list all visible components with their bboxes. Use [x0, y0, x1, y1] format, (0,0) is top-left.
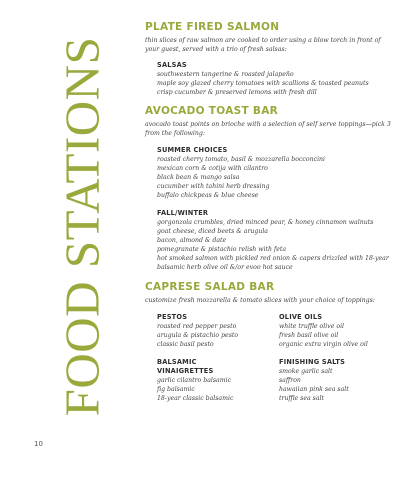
menu-item: garlic cilantro balsamic — [157, 377, 232, 384]
menu-item: bacon, almond & date — [157, 237, 227, 244]
menu-item: white truffle olive oil — [279, 323, 345, 330]
group-olive-oils — [279, 313, 389, 349]
menu-item: buffalo chickpeas & blue cheese — [157, 192, 259, 199]
caprese-row-2 — [157, 358, 395, 403]
menu-item: classic basil pesto — [157, 341, 214, 348]
menu-item: maple soy glazed cherry tomatoes with scallions & toasted peanuts — [157, 80, 369, 87]
section-description-caprese: customize fresh mozzarella & tomato slices with your choice of toppings: — [145, 297, 375, 304]
menu-item: 18-year classic balsamic — [157, 395, 234, 402]
menu-item: southwestern tangerine & roasted jalapeño — [157, 71, 294, 78]
menu-item: pomegranate & pistachio relish with feta — [157, 246, 287, 253]
group-summer — [157, 146, 395, 200]
group-pestos — [157, 313, 267, 349]
section-description-avocado: avocado toast points on brioche with a selection of self serve toppings—pick 3 from the following: — [145, 121, 391, 137]
section-caprese — [145, 280, 395, 403]
group-title-salsas: SALSAS — [157, 61, 187, 69]
section-description-salmon: thin slices of raw salmon are cooked to order using a blow torch in front of your guest, served with a trio of fresh salsas: — [145, 37, 381, 53]
section-avocado — [145, 104, 395, 272]
menu-item: fresh basil olive oil — [279, 332, 339, 339]
section-title-caprese: CAPRESE SALAD BAR — [145, 281, 275, 293]
menu-item: truffle sea salt — [279, 395, 324, 402]
group-fall-winter — [157, 209, 395, 272]
group-title-balsamic: BALSAMIC — [157, 358, 197, 366]
menu-item: roasted cherry tomato, basil & mozzarella bocconcini — [157, 156, 326, 163]
caprese-options — [157, 313, 395, 403]
menu-content — [145, 20, 395, 403]
group-title-fall-winter: FALL/WINTER — [157, 209, 209, 217]
group-salsas — [157, 61, 395, 97]
menu-item: goat cheese, diced beets & arugula — [157, 228, 269, 235]
menu-item: cucumber with tahini herb dressing — [157, 183, 270, 190]
menu-item: smoke garlic salt — [279, 368, 333, 375]
group-title-finishing-salts: FINISHING SALTS — [279, 358, 346, 366]
group-title-pestos: PESTOS — [157, 313, 188, 321]
group-title-olive-oils: OLIVE OILS — [279, 313, 323, 321]
menu-item: hawaiian pink sea salt — [279, 386, 349, 393]
group-finishing-salts — [279, 358, 389, 403]
side-title — [54, 36, 110, 416]
caprese-row-1 — [157, 313, 395, 349]
menu-item: hot smoked salmon with pickled red onion & capers drizzled with 18-year balsamic herb olive oil &/or evoo hot sauce — [157, 255, 389, 271]
menu-item: black bean & mango salsa — [157, 174, 240, 181]
group-title-vinaigrettes: VINAIGRETTES — [157, 367, 214, 375]
group-title-summer: SUMMER CHOICES — [157, 146, 228, 154]
menu-item: roasted red pepper pesto — [157, 323, 237, 330]
menu-item: saffron — [279, 377, 301, 384]
section-title-salmon: PLATE FIRED SALMON — [145, 21, 280, 33]
side-title-text: FOOD STATIONS — [54, 36, 110, 416]
menu-item: gorgonzola crumbles, dried minced pear, & honey cinnamon walnuts — [157, 219, 374, 226]
section-title-avocado: AVOCADO TOAST BAR — [145, 105, 279, 117]
menu-item: crisp cucumber & preserved lemons with fresh dill — [157, 89, 317, 96]
menu-item: mexican corn & cotija with cilantro — [157, 165, 268, 172]
section-salmon — [145, 20, 395, 97]
page-number: 10 — [34, 440, 43, 448]
menu-item: fig balsamic — [157, 386, 195, 393]
group-balsamic — [157, 358, 267, 403]
menu-item: organic extra virgin olive oil — [279, 341, 368, 348]
menu-item: arugula & pistachio pesto — [157, 332, 239, 339]
